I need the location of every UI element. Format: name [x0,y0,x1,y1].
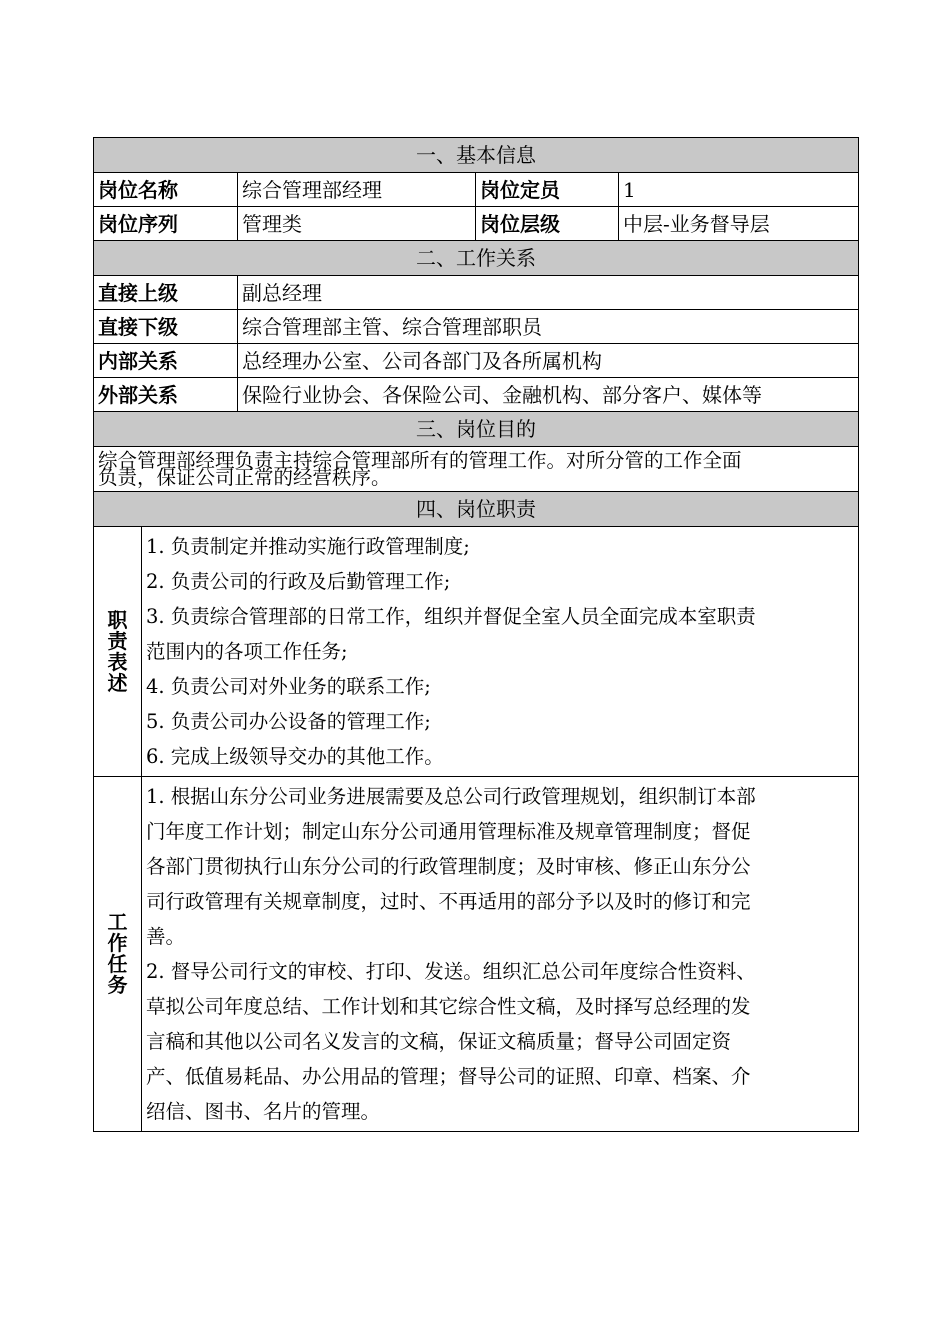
duties-label-char: 述 [107,670,128,695]
tasks-label-char: 务 [107,973,128,997]
basic-row-2 [94,207,859,241]
relation-label: 直接下级 [94,310,238,344]
section-purpose-header [94,412,859,447]
section-duties-header [94,492,859,527]
section-title: 二、工作关系 [94,241,859,276]
task-line: 门年度工作计划；制定山东分公司通用管理标准及规章管理制度；督促 [146,820,751,843]
position-series-value: 管理类 [238,207,476,241]
task-line: 1. 根据山东分公司业务进展需要及总公司行政管理规划，组织制订本部 [146,785,756,808]
headcount-value: 1 [619,173,859,207]
job-description-form [93,137,858,1132]
tasks-label-char: 工 [107,910,128,934]
section-basic-header [94,138,859,173]
position-series-label: 岗位序列 [94,207,238,241]
task-line: 草拟公司年度总结、工作计划和其它综合性文稿，及时择写总经理的发 [146,995,751,1018]
relation-label: 外部关系 [94,378,238,412]
task-line: 司行政管理有关规章制度，过时、不再适用的部分予以及时的修订和完 [146,890,751,913]
relation-row [94,344,859,378]
position-level-label: 岗位层级 [476,207,619,241]
duty-line: 3. 负责综合管理部的日常工作，组织并督促全室人员全面完成本室职责 [146,605,756,628]
duty-line: 1. 负责制定并推动实施行政管理制度; [146,535,470,558]
relation-label: 内部关系 [94,344,238,378]
section-title: 一、基本信息 [94,138,859,173]
duty-line: 4. 负责公司对外业务的联系工作; [146,675,431,698]
relation-value: 综合管理部主管、综合管理部职员 [238,310,859,344]
duties-label-char: 职 [107,607,128,632]
relation-value: 保险行业协会、各保险公司、金融机构、部分客户、媒体等 [238,378,859,412]
purpose-text [94,447,859,492]
basic-row-1 [94,173,859,207]
purpose-line: 负责，保证公司正常的经营秩序。 [98,466,391,489]
duties-label-char: 责 [107,628,128,653]
relation-value: 副总经理 [238,276,859,310]
position-name-value: 综合管理部经理 [238,173,476,207]
task-line: 2. 督导公司行文的审校、打印、发送。组织汇总公司年度综合性资料、 [146,960,756,983]
relation-label: 直接上级 [94,276,238,310]
task-line: 言稿和其他以公司名义发言的文稿，保证文稿质量；督导公司固定资 [146,1030,732,1053]
tasks-row [94,777,859,1132]
headcount-label: 岗位定员 [476,173,619,207]
section-title: 三、岗位目的 [94,412,859,447]
duty-line: 5. 负责公司办公设备的管理工作; [146,710,431,733]
purpose-row [94,447,859,492]
task-line: 绍信、图书、名片的管理。 [146,1100,381,1123]
relation-value: 总经理办公室、公司各部门及各所属机构 [238,344,859,378]
section-relations-header [94,241,859,276]
duties-content [142,527,859,777]
job-table [93,137,859,1132]
duties-label [94,527,142,777]
tasks-label [94,777,142,1132]
relation-row [94,378,859,412]
duty-line: 2. 负责公司的行政及后勤管理工作; [146,570,451,593]
purpose-line: 综合管理部经理负责主持综合管理部所有的管理工作。对所分管的工作全面 [98,449,742,472]
duties-label-char: 表 [107,649,128,674]
duty-line: 范围内的各项工作任务; [146,640,348,663]
duties-row [94,527,859,777]
position-level-value: 中层-业务督导层 [619,207,859,241]
section-title: 四、岗位职责 [94,492,859,527]
relation-row [94,310,859,344]
position-name-label: 岗位名称 [94,173,238,207]
task-line: 善。 [146,925,186,948]
task-line: 产、低值易耗品、办公用品的管理；督导公司的证照、印章、档案、介 [146,1065,751,1088]
task-line: 各部门贯彻执行山东分公司的行政管理制度；及时审核、修正山东分公 [146,855,751,878]
tasks-label-char: 作 [107,931,128,955]
tasks-label-char: 任 [107,952,128,976]
tasks-content [142,777,859,1132]
relation-row [94,276,859,310]
duty-line: 6. 完成上级领导交办的其他工作。 [146,745,444,768]
